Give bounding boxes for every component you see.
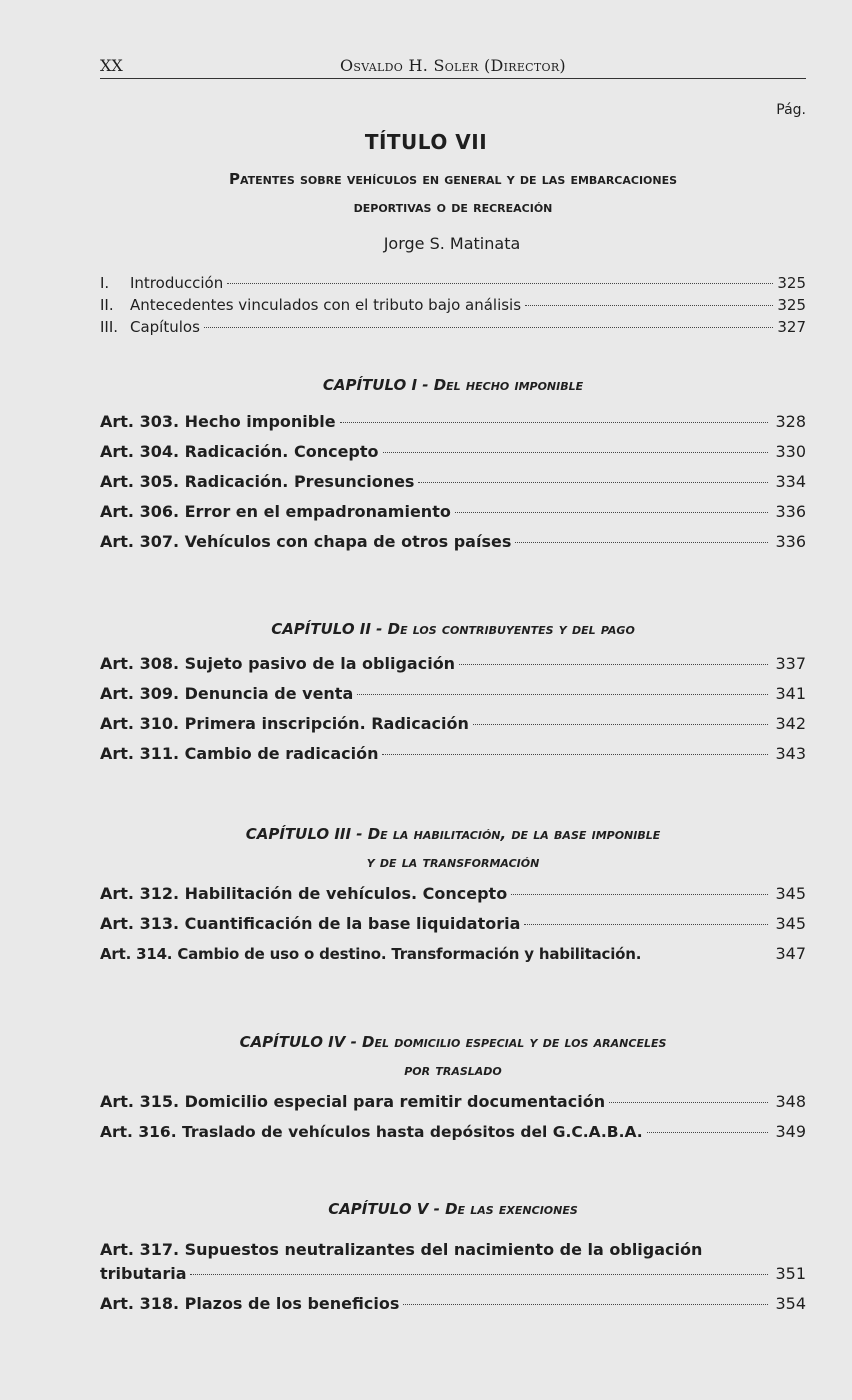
toc-entry: [100, 1092, 806, 1122]
author: Jorge S. Matinata: [383, 234, 521, 253]
dot-leader: [227, 283, 773, 284]
intro-item-num: III.: [100, 318, 119, 336]
dot-leader: [515, 542, 768, 543]
toc-entry: [100, 744, 806, 774]
dot-leader: [357, 694, 768, 695]
toc-entry: [100, 944, 806, 974]
toc-entry-label: Art. 313. Cuantificación de la base liquidatoria: [100, 914, 521, 933]
toc-entry-label: Art. 307. Vehículos con chapa de otros países: [100, 532, 512, 551]
toc-entry-label: Art. 311. Cambio de radicación: [100, 744, 379, 763]
intro-item-label: Antecedentes vinculados con el tributo bajo análisis: [130, 296, 522, 314]
toc-entry: [100, 1294, 806, 1324]
toc-entry-page: 337: [775, 654, 806, 673]
toc-entry-label: Art. 304. Radicación. Concepto: [100, 442, 379, 461]
dot-leader: [609, 1102, 768, 1103]
chapter-heading-line1: CAPÍTULO III - De la habilitación, de la base imponible: [245, 825, 661, 843]
intro-item-page: 325: [777, 274, 806, 292]
toc-entry: [100, 884, 806, 914]
subtitle-line1: Patentes sobre vehículos en general y de las embarcaciones: [228, 170, 678, 188]
chapter-heading: [100, 1028, 806, 1084]
intro-item-num: I.: [100, 274, 110, 292]
chapter-articles: [100, 884, 806, 974]
dot-leader: [340, 422, 768, 423]
toc-entry-page: 348: [775, 1092, 806, 1111]
chapter-articles: [100, 1240, 806, 1324]
toc-entry-page: 341: [775, 684, 806, 703]
toc-entry-label: Art. 305. Radicación. Presunciones: [100, 472, 415, 491]
pag-label: Pág.: [776, 102, 806, 118]
header-author: Osvaldo H. Soler (Director): [340, 56, 566, 75]
chapter-heading-line2: por traslado: [404, 1061, 502, 1079]
toc-entry-page: 345: [775, 884, 806, 903]
toc-entry-page: 342: [775, 714, 806, 733]
toc-entry: [100, 442, 806, 472]
toc-entry-label: Art. 318. Plazos de los beneficios: [100, 1294, 400, 1313]
toc-entry-page: 328: [775, 412, 806, 431]
chapter-articles: [100, 412, 806, 562]
chapter-heading: CAPÍTULO V - De las exenciones: [328, 1200, 578, 1218]
dot-leader: [383, 452, 768, 453]
intro-item-label: Introducción: [130, 274, 224, 292]
toc-entry-label: Art. 303. Hecho imponible: [100, 412, 336, 431]
title: TÍTULO VII: [364, 130, 488, 154]
intro-item-num: II.: [100, 296, 114, 314]
dot-leader: [459, 664, 768, 665]
intro-item: [100, 318, 806, 340]
toc-entry-page: 349: [775, 1122, 806, 1141]
toc-entry-page: 330: [775, 442, 806, 461]
toc-entry: [100, 714, 806, 744]
dot-leader: [525, 305, 773, 306]
toc-entry: [100, 1264, 806, 1294]
toc-entry-page: 345: [775, 914, 806, 933]
toc-entry: [100, 472, 806, 502]
dot-leader: [204, 327, 773, 328]
intro-item-label: Capítulos: [130, 318, 200, 336]
intro-item: [100, 296, 806, 318]
toc-entry-label-line1: Art. 317. Supuestos neutralizantes del nacimiento de la obligación: [100, 1240, 703, 1259]
intro-item: [100, 274, 806, 296]
chapter-heading: [100, 820, 806, 876]
toc-entry-label: Art. 312. Habilitación de vehículos. Concepto: [100, 884, 508, 903]
toc-entry-label: Art. 316. Traslado de vehículos hasta depósitos del G.C.A.B.A.: [100, 1123, 643, 1141]
toc-entry-label: Art. 314. Cambio de uso o destino. Transformación y habilitación.: [100, 945, 642, 963]
chapter-heading: CAPÍTULO II - De los contribuyentes y del pago: [271, 620, 635, 638]
toc-entry: [100, 914, 806, 944]
page-number: XX: [100, 56, 123, 75]
toc-entry-page: 334: [775, 472, 806, 491]
toc-entry-page: 347: [775, 944, 806, 963]
dot-leader: [455, 512, 768, 513]
running-header: [100, 56, 806, 79]
chapter-articles: [100, 1092, 806, 1152]
toc-entry-label: Art. 315. Domicilio especial para remitir documentación: [100, 1092, 606, 1111]
dot-leader: [647, 1132, 768, 1133]
toc-entry-page: 354: [775, 1294, 806, 1313]
toc-entry-label: Art. 310. Primera inscripción. Radicación: [100, 714, 469, 733]
intro-item-page: 327: [777, 318, 806, 336]
subtitle: [100, 165, 806, 221]
toc-entry-page: 336: [775, 532, 806, 551]
dot-leader: [403, 1304, 768, 1305]
intro-item-page: 325: [777, 296, 806, 314]
subtitle-line2: deportivas o de recreación: [353, 198, 553, 216]
toc-entry-page: 336: [775, 502, 806, 521]
intro-list: [100, 274, 806, 340]
chapter-heading-line1: CAPÍTULO IV - Del domicilio especial y de los aranceles: [239, 1033, 667, 1051]
toc-entry: [100, 1122, 806, 1152]
dot-leader: [190, 1274, 768, 1275]
chapter-heading-line2: y de la transformación: [366, 853, 540, 871]
toc-entry-label: Art. 308. Sujeto pasivo de la obligación: [100, 654, 456, 673]
toc-entry-page: 351: [775, 1264, 806, 1283]
toc-entry-label: Art. 309. Denuncia de venta: [100, 684, 354, 703]
dot-leader: [382, 754, 768, 755]
dot-leader: [511, 894, 768, 895]
toc-entry: [100, 654, 806, 684]
toc-entry: [100, 412, 806, 442]
chapter-articles: [100, 654, 806, 774]
dot-leader: [418, 482, 768, 483]
toc-entry-label: tributaria: [100, 1264, 187, 1283]
dot-leader: [524, 924, 768, 925]
toc-entry-page: 343: [775, 744, 806, 763]
chapter-heading: CAPÍTULO I - Del hecho imponible: [322, 376, 584, 394]
dot-leader: [473, 724, 768, 725]
toc-entry: [100, 502, 806, 532]
toc-entry: [100, 532, 806, 562]
toc-entry-label: Art. 306. Error en el empadronamiento: [100, 502, 451, 521]
toc-entry: [100, 684, 806, 714]
